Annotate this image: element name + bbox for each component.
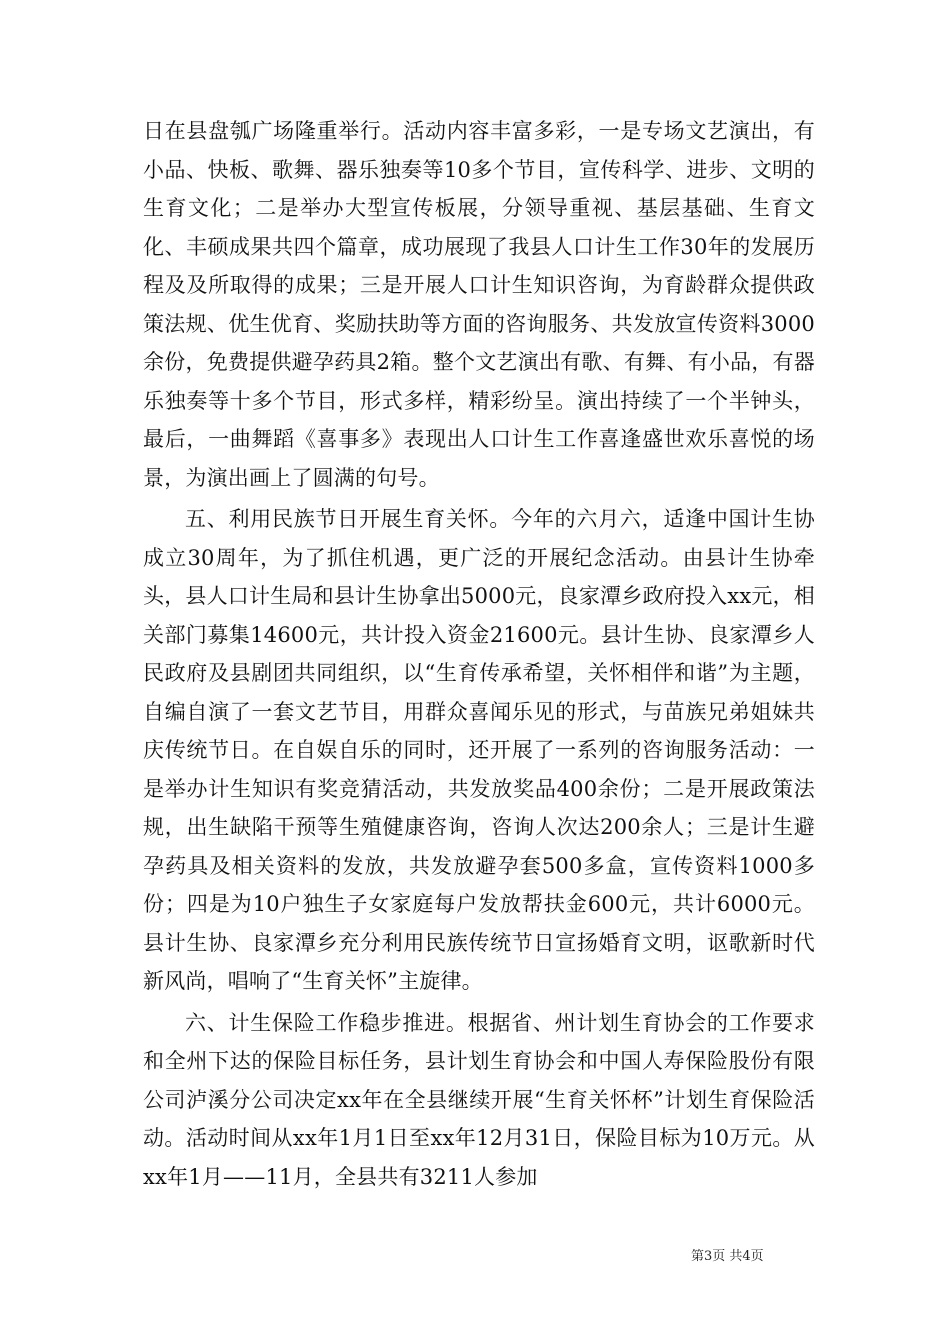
document-body — [143, 112, 815, 1196]
paragraph-section-six: 六、计生保险工作稳步推进。根据省、州计划生育协会的工作要求和全州下达的保险目标任务，县计划生育协会和中国人寿保险股份有限公司泸溪分公司决定xx年在全县继续开展“生育关怀杯”计划生育保险活动。活动时间从xx年1月1日至xx年12月31日，保险目标为10万元。从xx年1月——11月，全县共有3211人参加 — [143, 1010, 815, 1189]
paragraph-section-five: 五、利用民族节日开展生育关怀。今年的六月六，适逢中国计生协成立30周年，为了抓住机遇，更广泛的开展纪念活动。由县计生协牵头，县人口计生局和县计生协拿出5000元，良家潭乡政府投入xx元，相关部门募集14600元，共计投入资金21600元。县计生协、良家潭乡人民政府及县剧团共同组织，以“生育传承希望，关怀相伴和谐”为主题，自编自演了一套文艺节目，用群众喜闻乐见的形式，与苗族兄弟姐妹共庆传统节日。在自娱自乐的同时，还开展了一系列的咨询服务活动：一是举办计生知识有奖竞猜活动，共发放奖品400余份；二是开展政策法规，出生缺陷干预等生殖健康咨询，咨询人次达200余人；三是计生避孕药具及相关资料的发放，共发放避孕套500多盒，宣传资料1000多份；四是为10户独生子女家庭每户发放帮扶金600元，共计6000元。县计生协、良家潭乡充分利用民族传统节日宣扬婚育文明，讴歌新时代新风尚，唱响了“生育关怀”主旋律。 — [143, 507, 815, 993]
page-number-footer: 第3页 共4页 — [691, 1249, 764, 1264]
paragraph-activity-details: 日在县盘瓠广场隆重举行。活动内容丰富多彩，一是专场文艺演出，有小品、快板、歌舞、器乐独奏等10多个节目，宣传科学、进步、文明的生育文化；二是举办大型宣传板展，分领导重视、基层基础、生育文化、丰硕成果共四个篇章，成功展现了我县人口计生工作30年的发展历程及及所取得的成果；三是开展人口计生知识咨询，为育龄群众提供政策法规、优生优育、奖励扶助等方面的咨询服务、共发放宣传资料3000余份，免费提供避孕药具2箱。整个文艺演出有歌、有舞、有小品，有器乐独奏等十多个节目，形式多样，精彩纷呈。演出持续了一个半钟头，最后，一曲舞蹈《喜事多》表现出人口计生工作喜逢盛世欢乐喜悦的场景，为演出画上了圆满的句号。 — [143, 119, 815, 490]
